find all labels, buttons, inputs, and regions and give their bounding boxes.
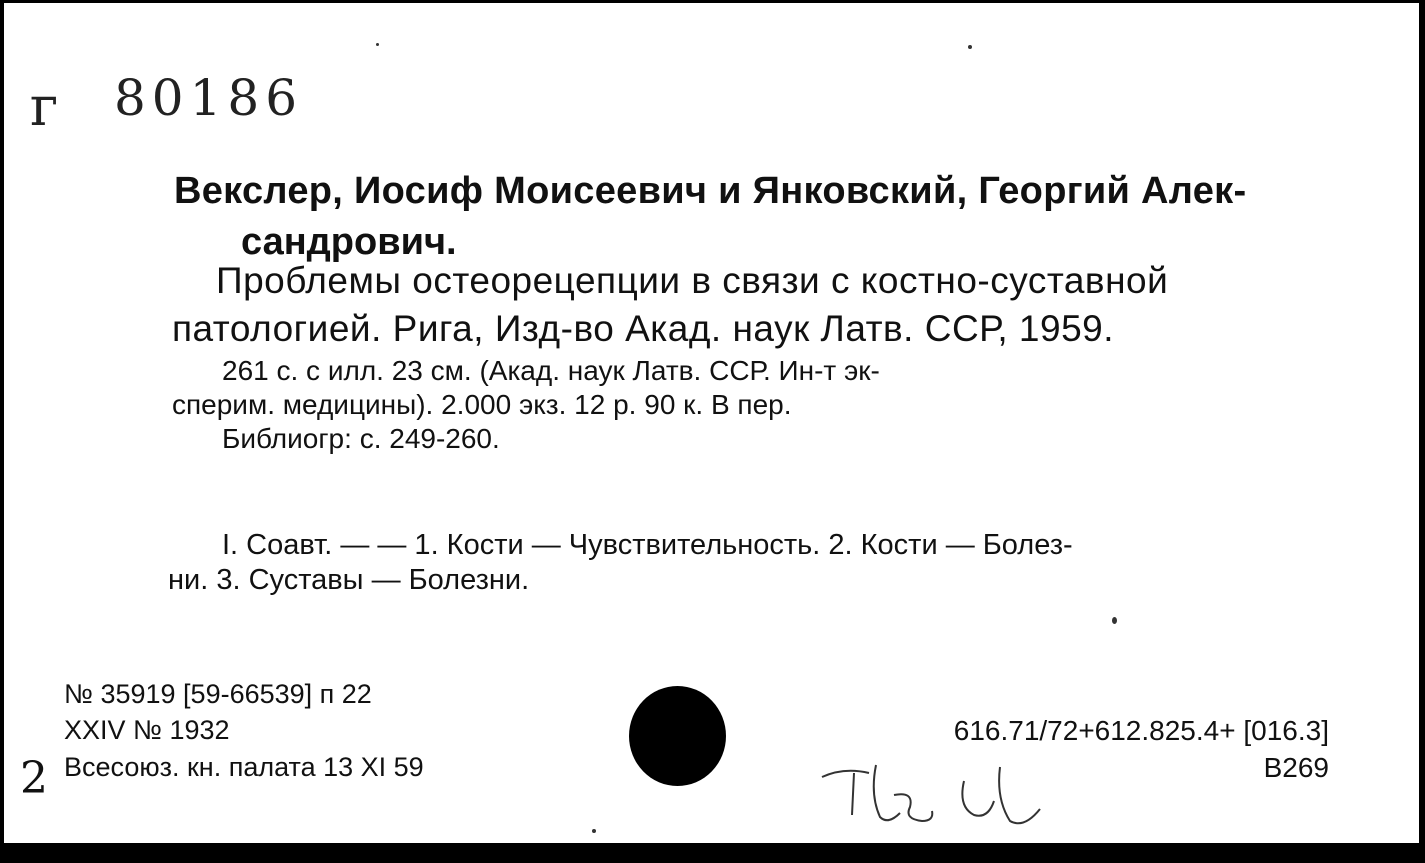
description-line-1: 261 с. с илл. 23 см. (Акад. наук Латв. ССР. Ин-т эк- [222,355,880,386]
paper-speck [592,829,596,833]
handwritten-signature [814,755,1054,835]
handwritten-mark: г [30,75,59,138]
author-line-2: сандрович. [241,221,457,263]
registry-line-2: XXIV № 1932 [64,715,230,745]
paper-speck [1112,617,1117,624]
bibliography-line: Библиогр: с. 249-260. [222,423,500,454]
title-line-1: Проблемы остеорецепции в связи с костно-суставной [216,260,1169,301]
udc-classification: 616.71/72+612.825.4+ [016.3] [953,715,1329,746]
handwritten-two: 2 [20,753,48,804]
subjects-line-2: ни. 3. Суставы — Болезни. [168,564,530,596]
punched-dot [629,686,726,786]
subjects-line-1: I. Соавт. — — 1. Кости — Чувствительность. 2. Кости — Болез- [222,529,1073,561]
registry-line-1: № 35919 [59-66539] п 22 [64,679,372,709]
description-line-2: сперим. медицины). 2.000 экз. 12 р. 90 к. В пер. [172,389,792,420]
author-line-1: Векслер, Иосиф Моисеевич и Янковский, Георгий Алек- [174,170,1247,212]
paper-speck [376,43,379,46]
registry-line-3: Всесоюз. кн. палата 13 XI 59 [64,752,424,782]
author-code: В269 [1263,752,1329,783]
handwritten-accession-number: 80186 [114,69,304,127]
title-line-2: патологией. Рига, Изд-во Акад. наук Латв. ССР, 1959. [172,308,1115,349]
catalog-card [4,3,1422,843]
paper-speck [968,45,972,49]
